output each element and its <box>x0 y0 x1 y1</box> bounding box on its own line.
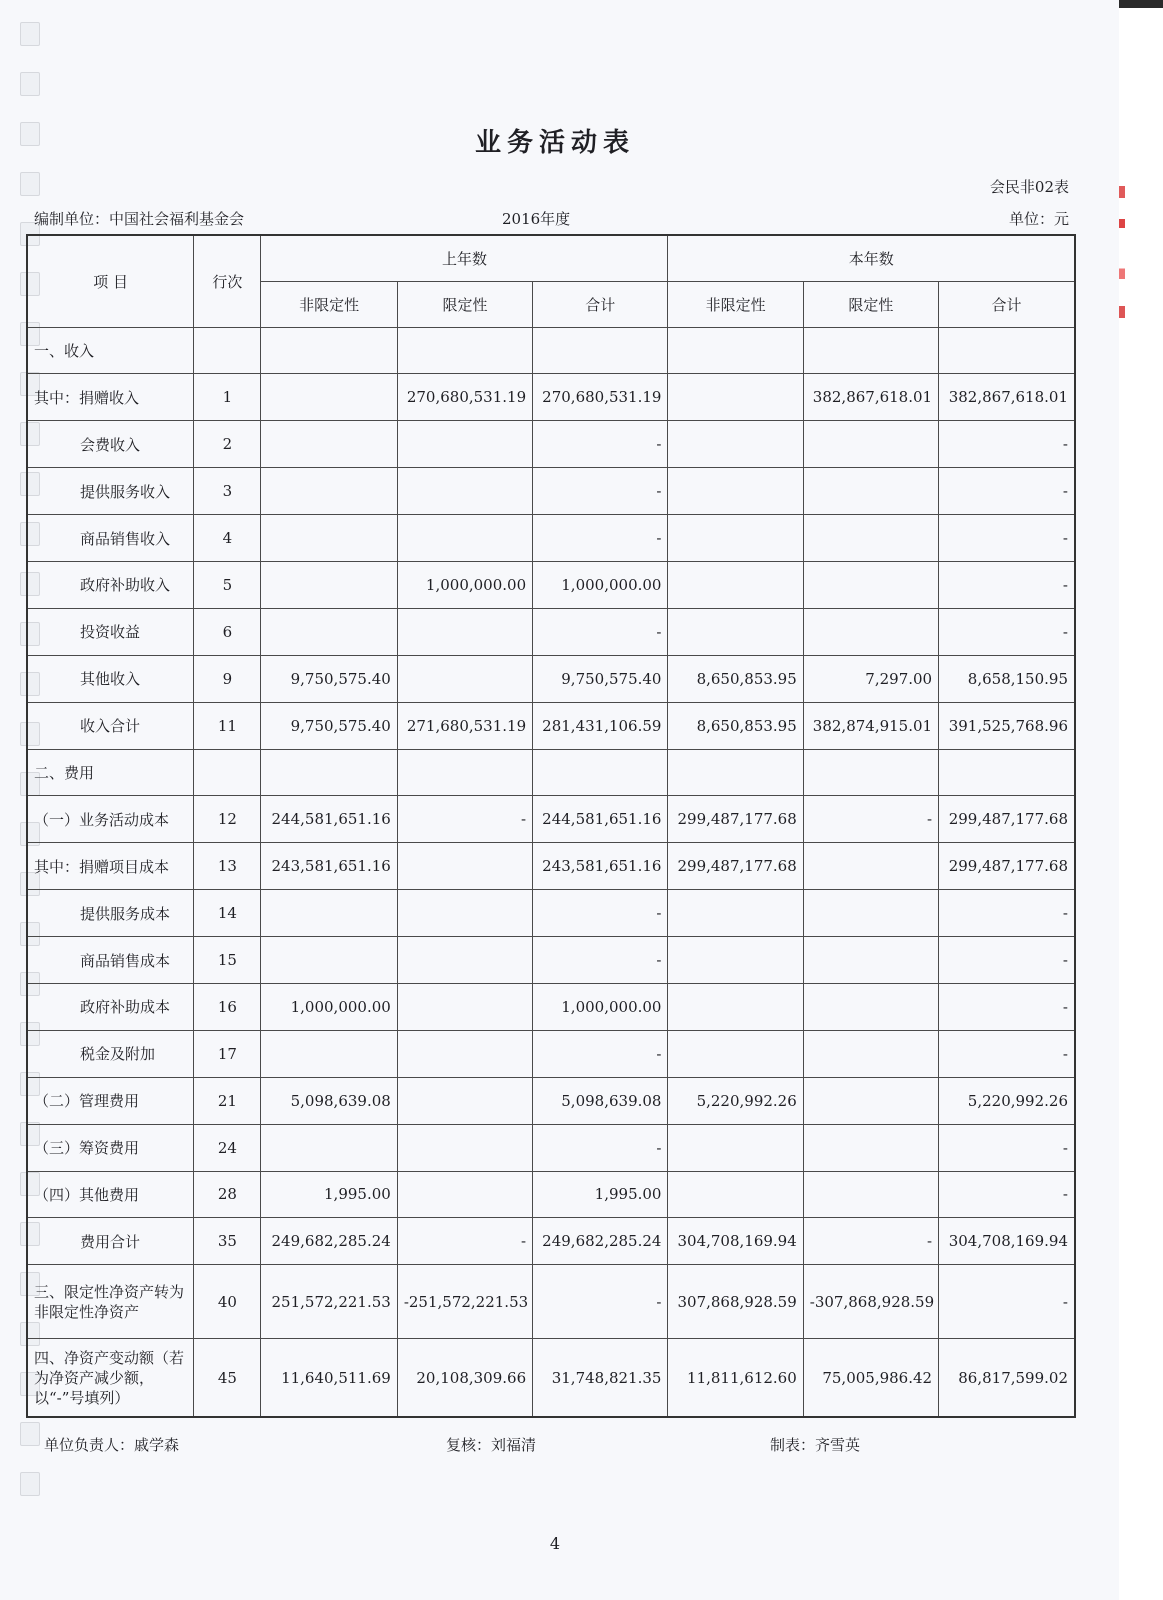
table-row <box>27 327 1075 374</box>
curr-restricted-cell <box>803 515 938 562</box>
prev-restricted-cell <box>397 655 532 702</box>
signature-head: 单位负责人：戚学森 <box>44 1436 180 1454</box>
row-line-number: 28 <box>194 1171 261 1218</box>
row-line-number: 9 <box>194 655 261 702</box>
table-row <box>27 608 1075 655</box>
curr-restricted-cell: - <box>803 796 938 843</box>
header-curr-total: 合计 <box>939 281 1075 327</box>
table-row <box>27 1077 1075 1124</box>
row-item: 费用合计 <box>27 1218 194 1265</box>
curr-restricted-cell: 7,297.00 <box>803 655 938 702</box>
prev-total-cell: 1,000,000.00 <box>533 561 668 608</box>
curr-unrestricted-cell <box>668 374 803 421</box>
prev-unrestricted-cell <box>261 327 397 374</box>
row-line-number: 16 <box>194 983 261 1030</box>
curr-restricted-cell <box>803 983 938 1030</box>
row-item: （一）业务活动成本 <box>27 796 194 843</box>
prev-restricted-cell <box>397 983 532 1030</box>
row-item: 四、净资产变动额（若为净资产减少额，以“-”号填列） <box>27 1339 194 1417</box>
prev-unrestricted-cell: 9,750,575.40 <box>261 702 397 749</box>
prev-total-cell: - <box>533 515 668 562</box>
prev-restricted-cell <box>397 843 532 890</box>
prev-restricted-cell: 20,108,309.66 <box>397 1339 532 1417</box>
prev-unrestricted-cell: 249,682,285.24 <box>261 1218 397 1265</box>
table-row <box>27 1339 1075 1417</box>
curr-total-cell: 8,658,150.95 <box>939 655 1075 702</box>
curr-total-cell: - <box>939 421 1075 468</box>
prev-unrestricted-cell: 9,750,575.40 <box>261 655 397 702</box>
prev-total-cell: - <box>533 890 668 937</box>
binding-hole <box>20 1422 40 1446</box>
prev-total-cell: 243,581,651.16 <box>533 843 668 890</box>
prev-unrestricted-cell: 1,000,000.00 <box>261 983 397 1030</box>
row-item: 其他收入 <box>27 655 194 702</box>
header-prev-unrestricted: 非限定性 <box>261 281 397 327</box>
prev-restricted-cell: 271,680,531.19 <box>397 702 532 749</box>
prev-restricted-cell <box>397 421 532 468</box>
curr-unrestricted-cell: 299,487,177.68 <box>668 843 803 890</box>
prev-unrestricted-cell <box>261 890 397 937</box>
curr-unrestricted-cell <box>668 468 803 515</box>
prev-total-cell: 249,682,285.24 <box>533 1218 668 1265</box>
prev-total-cell: - <box>533 1265 668 1339</box>
curr-total-cell: - <box>939 1124 1075 1171</box>
page-edge <box>1119 0 1163 1600</box>
curr-total-cell: 382,867,618.01 <box>939 374 1075 421</box>
table-row <box>27 1030 1075 1077</box>
row-item: 会费收入 <box>27 421 194 468</box>
row-item: （二）管理费用 <box>27 1077 194 1124</box>
curr-total-cell: 304,708,169.94 <box>939 1218 1075 1265</box>
table-row <box>27 561 1075 608</box>
curr-total-cell: - <box>939 937 1075 984</box>
curr-restricted-cell <box>803 1030 938 1077</box>
activity-statement-table <box>26 234 1076 1418</box>
signature-review: 复核：刘福清 <box>446 1436 537 1454</box>
curr-unrestricted-cell <box>668 1124 803 1171</box>
header-line: 行次 <box>194 235 261 327</box>
row-line-number: 12 <box>194 796 261 843</box>
row-item: 其中：捐赠收入 <box>27 374 194 421</box>
curr-restricted-cell <box>803 608 938 655</box>
table-row <box>27 421 1075 468</box>
curr-restricted-cell <box>803 561 938 608</box>
row-line-number: 35 <box>194 1218 261 1265</box>
curr-total-cell <box>939 327 1075 374</box>
row-line-number <box>194 327 261 374</box>
prev-restricted-cell: - <box>397 796 532 843</box>
prev-restricted-cell <box>397 1030 532 1077</box>
curr-unrestricted-cell <box>668 608 803 655</box>
prev-restricted-cell <box>397 468 532 515</box>
row-line-number: 45 <box>194 1339 261 1417</box>
table-row <box>27 890 1075 937</box>
table-row <box>27 1124 1075 1171</box>
table-row <box>27 749 1075 796</box>
table-row <box>27 515 1075 562</box>
curr-total-cell: - <box>939 468 1075 515</box>
table-row <box>27 1171 1075 1218</box>
header-curr-unrestricted: 非限定性 <box>668 281 803 327</box>
prev-restricted-cell <box>397 749 532 796</box>
prev-unrestricted-cell <box>261 1030 397 1077</box>
currency-unit: 单位：元 <box>1008 210 1069 228</box>
edge-bar <box>1119 0 1163 8</box>
prev-restricted-cell <box>397 1077 532 1124</box>
curr-restricted-cell <box>803 1171 938 1218</box>
seal-stamp-fragment <box>1119 186 1125 336</box>
prev-unrestricted-cell <box>261 561 397 608</box>
curr-total-cell: 5,220,992.26 <box>939 1077 1075 1124</box>
curr-restricted-cell <box>803 749 938 796</box>
prev-total-cell: - <box>533 1030 668 1077</box>
report-title: 业务活动表 <box>474 128 635 158</box>
row-item: （三）筹资费用 <box>27 1124 194 1171</box>
prev-unrestricted-cell: 5,098,639.08 <box>261 1077 397 1124</box>
prev-unrestricted-cell <box>261 468 397 515</box>
prev-restricted-cell <box>397 327 532 374</box>
row-line-number <box>194 749 261 796</box>
header-prev-year: 上年数 <box>261 235 668 281</box>
curr-total-cell: - <box>939 515 1075 562</box>
curr-restricted-cell <box>803 1124 938 1171</box>
header-item: 项 目 <box>27 235 194 327</box>
row-line-number: 15 <box>194 937 261 984</box>
prev-unrestricted-cell <box>261 421 397 468</box>
curr-unrestricted-cell <box>668 1171 803 1218</box>
prev-total-cell: 5,098,639.08 <box>533 1077 668 1124</box>
prev-unrestricted-cell <box>261 1124 397 1171</box>
prev-unrestricted-cell: 1,995.00 <box>261 1171 397 1218</box>
curr-total-cell: - <box>939 890 1075 937</box>
prev-total-cell: 31,748,821.35 <box>533 1339 668 1417</box>
curr-total-cell: - <box>939 1171 1075 1218</box>
row-line-number: 14 <box>194 890 261 937</box>
curr-total-cell: 391,525,768.96 <box>939 702 1075 749</box>
binding-hole <box>20 172 40 196</box>
row-item: （四）其他费用 <box>27 1171 194 1218</box>
curr-unrestricted-cell: 5,220,992.26 <box>668 1077 803 1124</box>
table-row <box>27 937 1075 984</box>
prev-restricted-cell <box>397 1171 532 1218</box>
header-row-top <box>27 235 1075 281</box>
curr-restricted-cell: 382,867,618.01 <box>803 374 938 421</box>
row-item: 其中：捐赠项目成本 <box>27 843 194 890</box>
row-line-number: 1 <box>194 374 261 421</box>
table-row <box>27 655 1075 702</box>
curr-unrestricted-cell <box>668 421 803 468</box>
prev-total-cell: 1,000,000.00 <box>533 983 668 1030</box>
prev-total-cell: - <box>533 421 668 468</box>
row-line-number: 13 <box>194 843 261 890</box>
curr-restricted-cell <box>803 327 938 374</box>
prev-total-cell: 9,750,575.40 <box>533 655 668 702</box>
prev-restricted-cell <box>397 937 532 984</box>
row-item: 投资收益 <box>27 608 194 655</box>
prev-unrestricted-cell <box>261 515 397 562</box>
prev-total-cell: - <box>533 608 668 655</box>
curr-unrestricted-cell <box>668 890 803 937</box>
table-row <box>27 843 1075 890</box>
prev-restricted-cell <box>397 1124 532 1171</box>
curr-unrestricted-cell: 8,650,853.95 <box>668 702 803 749</box>
curr-restricted-cell <box>803 890 938 937</box>
curr-unrestricted-cell: 307,868,928.59 <box>668 1265 803 1339</box>
row-item: 收入合计 <box>27 702 194 749</box>
curr-unrestricted-cell: 8,650,853.95 <box>668 655 803 702</box>
curr-total-cell <box>939 749 1075 796</box>
header-prev-total: 合计 <box>533 281 668 327</box>
row-line-number: 17 <box>194 1030 261 1077</box>
table-body <box>27 327 1075 1417</box>
table-row <box>27 1218 1075 1265</box>
reporting-organization: 编制单位：中国社会福利基金会 <box>34 210 245 228</box>
curr-unrestricted-cell: 304,708,169.94 <box>668 1218 803 1265</box>
prev-restricted-cell: 270,680,531.19 <box>397 374 532 421</box>
prev-restricted-cell <box>397 515 532 562</box>
row-line-number: 21 <box>194 1077 261 1124</box>
table-row <box>27 983 1075 1030</box>
row-item: 商品销售成本 <box>27 937 194 984</box>
row-item: 提供服务成本 <box>27 890 194 937</box>
row-item: 提供服务收入 <box>27 468 194 515</box>
curr-total-cell: - <box>939 561 1075 608</box>
curr-unrestricted-cell <box>668 515 803 562</box>
prev-total-cell: - <box>533 937 668 984</box>
table-row <box>27 702 1075 749</box>
curr-restricted-cell: 75,005,986.42 <box>803 1339 938 1417</box>
curr-unrestricted-cell <box>668 937 803 984</box>
prev-restricted-cell <box>397 890 532 937</box>
prev-total-cell <box>533 749 668 796</box>
prev-unrestricted-cell: 11,640,511.69 <box>261 1339 397 1417</box>
table-row <box>27 374 1075 421</box>
curr-total-cell: - <box>939 983 1075 1030</box>
curr-unrestricted-cell <box>668 327 803 374</box>
prev-unrestricted-cell: 244,581,651.16 <box>261 796 397 843</box>
curr-total-cell: - <box>939 1265 1075 1339</box>
row-item: 政府补助成本 <box>27 983 194 1030</box>
row-item: 商品销售收入 <box>27 515 194 562</box>
curr-unrestricted-cell: 11,811,612.60 <box>668 1339 803 1417</box>
signature-preparer: 制表：齐雪英 <box>770 1436 861 1454</box>
prev-total-cell: - <box>533 1124 668 1171</box>
curr-restricted-cell <box>803 843 938 890</box>
row-line-number: 5 <box>194 561 261 608</box>
page-number: 4 <box>549 1534 561 1553</box>
prev-total-cell <box>533 327 668 374</box>
curr-restricted-cell: 382,874,915.01 <box>803 702 938 749</box>
curr-unrestricted-cell <box>668 561 803 608</box>
prev-total-cell: - <box>533 468 668 515</box>
table-row <box>27 796 1075 843</box>
prev-restricted-cell: -251,572,221.53 <box>397 1265 532 1339</box>
curr-total-cell: - <box>939 608 1075 655</box>
prev-total-cell: 1,995.00 <box>533 1171 668 1218</box>
row-line-number: 4 <box>194 515 261 562</box>
row-line-number: 40 <box>194 1265 261 1339</box>
curr-total-cell: - <box>939 1030 1075 1077</box>
prev-total-cell: 270,680,531.19 <box>533 374 668 421</box>
curr-restricted-cell <box>803 937 938 984</box>
binding-hole <box>20 72 40 96</box>
row-item: 二、费用 <box>27 749 194 796</box>
row-item: 政府补助收入 <box>27 561 194 608</box>
curr-restricted-cell <box>803 421 938 468</box>
prev-unrestricted-cell <box>261 937 397 984</box>
curr-unrestricted-cell <box>668 1030 803 1077</box>
binding-hole <box>20 22 40 46</box>
row-item: 税金及附加 <box>27 1030 194 1077</box>
reporting-year: 2016年度 <box>502 210 571 228</box>
prev-unrestricted-cell <box>261 749 397 796</box>
prev-total-cell: 244,581,651.16 <box>533 796 668 843</box>
prev-unrestricted-cell: 243,581,651.16 <box>261 843 397 890</box>
prev-unrestricted-cell: 251,572,221.53 <box>261 1265 397 1339</box>
prev-restricted-cell: - <box>397 1218 532 1265</box>
curr-restricted-cell <box>803 1077 938 1124</box>
row-line-number: 6 <box>194 608 261 655</box>
curr-total-cell: 86,817,599.02 <box>939 1339 1075 1417</box>
curr-restricted-cell <box>803 468 938 515</box>
curr-total-cell: 299,487,177.68 <box>939 796 1075 843</box>
prev-unrestricted-cell <box>261 374 397 421</box>
header-curr-restricted: 限定性 <box>803 281 938 327</box>
prev-total-cell: 281,431,106.59 <box>533 702 668 749</box>
curr-unrestricted-cell: 299,487,177.68 <box>668 796 803 843</box>
prev-restricted-cell: 1,000,000.00 <box>397 561 532 608</box>
row-item: 一、收入 <box>27 327 194 374</box>
header-curr-year: 本年数 <box>668 235 1075 281</box>
curr-restricted-cell: -307,868,928.59 <box>803 1265 938 1339</box>
form-code: 会民非02表 <box>989 178 1069 196</box>
curr-restricted-cell: - <box>803 1218 938 1265</box>
row-line-number: 2 <box>194 421 261 468</box>
row-line-number: 3 <box>194 468 261 515</box>
header-prev-restricted: 限定性 <box>397 281 532 327</box>
row-item: 三、限定性净资产转为非限定性净资产 <box>27 1265 194 1339</box>
curr-unrestricted-cell <box>668 749 803 796</box>
row-line-number: 24 <box>194 1124 261 1171</box>
row-line-number: 11 <box>194 702 261 749</box>
table-row <box>27 1265 1075 1339</box>
prev-unrestricted-cell <box>261 608 397 655</box>
curr-total-cell: 299,487,177.68 <box>939 843 1075 890</box>
curr-unrestricted-cell <box>668 983 803 1030</box>
binding-hole <box>20 1472 40 1496</box>
table-row <box>27 468 1075 515</box>
prev-restricted-cell <box>397 608 532 655</box>
